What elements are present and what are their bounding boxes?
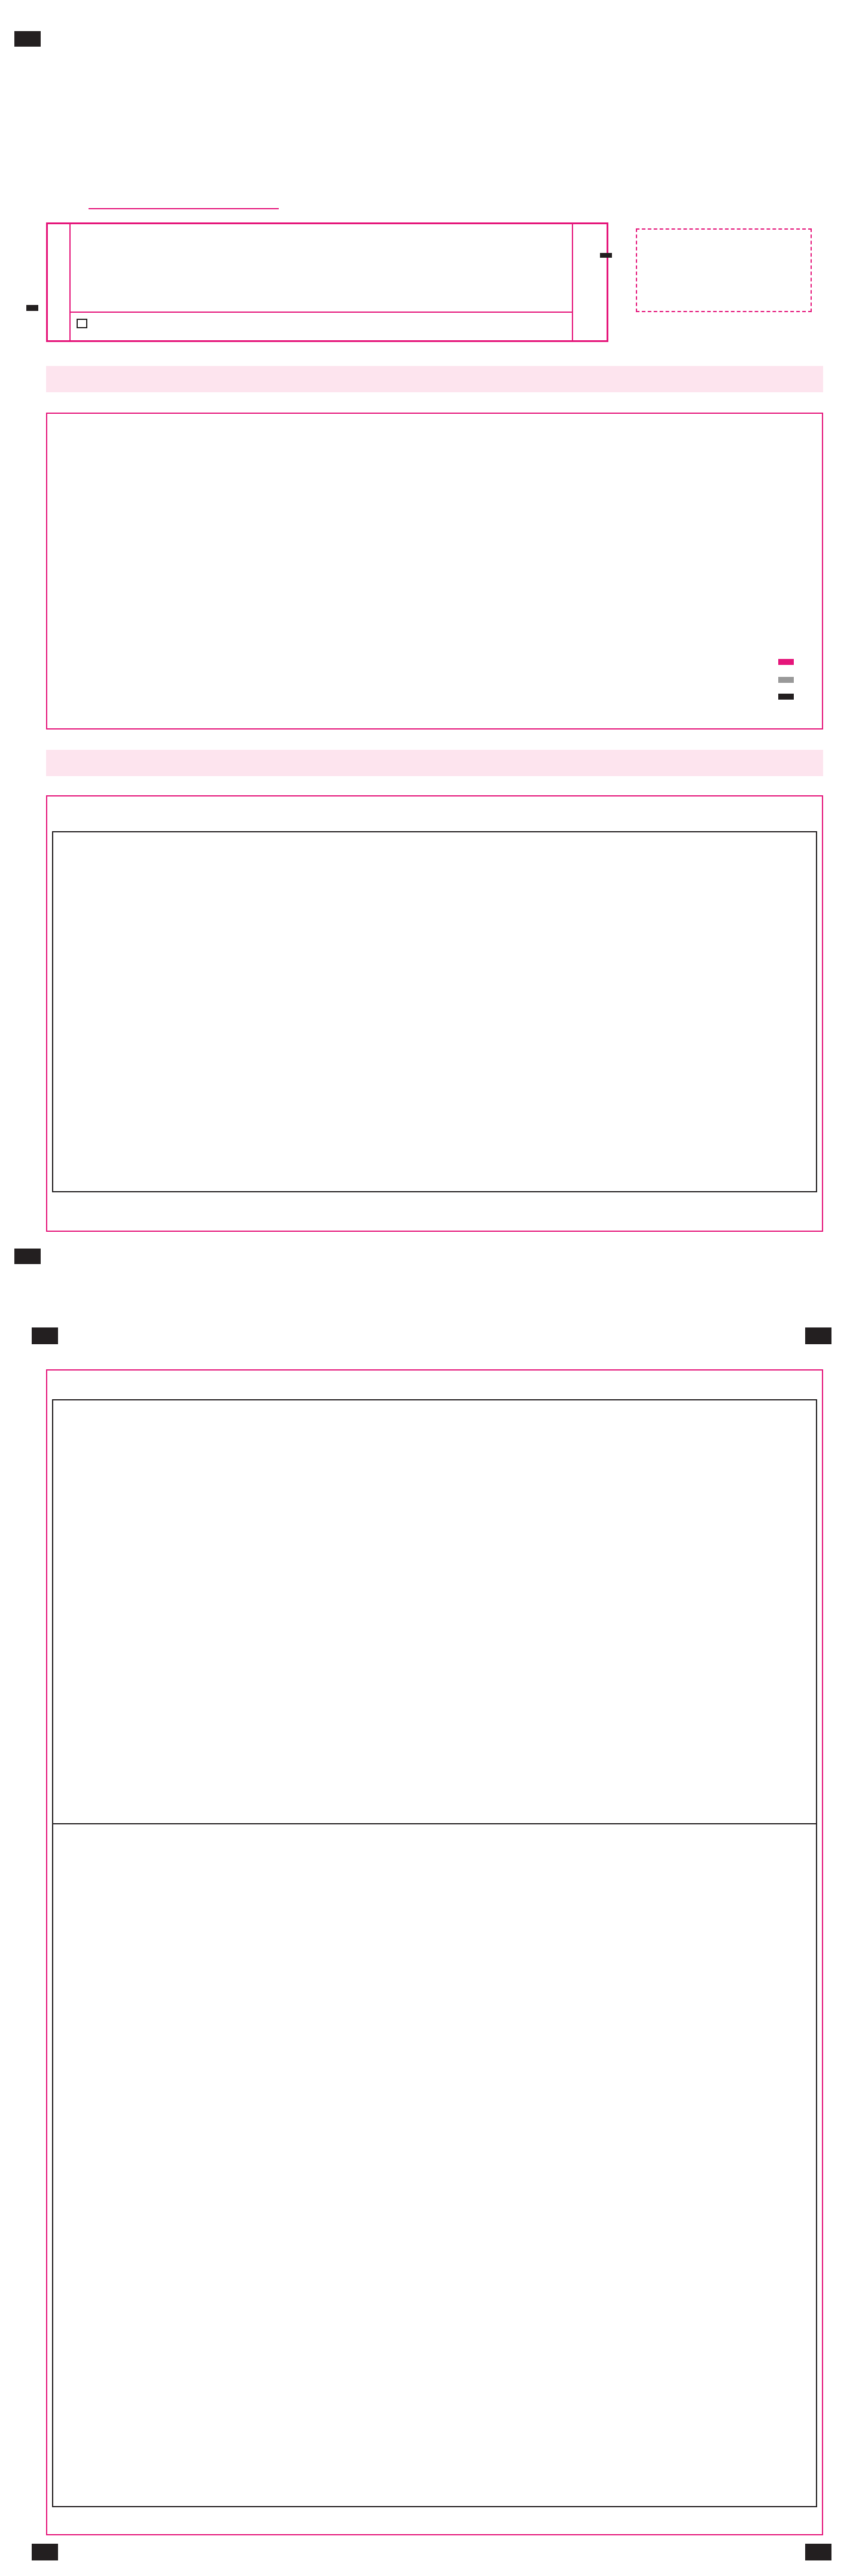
nonchoice-panel [46, 795, 823, 1232]
name-field[interactable] [89, 208, 279, 209]
choice-section-title [46, 366, 823, 392]
color-mark-black [778, 694, 794, 700]
corner-mark [14, 31, 41, 47]
sample-filled-mark [600, 253, 612, 258]
writing-panel [46, 1369, 823, 2535]
color-mark-pink [778, 659, 794, 665]
corner-mark [14, 1249, 41, 1264]
nonchoice-section-title [46, 750, 823, 776]
color-mark-gray [778, 677, 794, 683]
choice-panel [46, 413, 823, 730]
writing-answer-box [52, 1399, 817, 2507]
corner-mark [805, 2544, 831, 2560]
section-divider [53, 1823, 816, 1824]
barcode-area [636, 228, 812, 312]
notice-box [46, 222, 608, 342]
answer-box-fill [52, 831, 817, 1192]
corner-mark [805, 1327, 831, 1344]
fill-sample [572, 224, 639, 340]
absent-mark-box[interactable] [77, 319, 87, 328]
corner-mark [32, 2544, 58, 2560]
corner-mark [32, 1327, 58, 1344]
timing-mark [26, 305, 38, 311]
